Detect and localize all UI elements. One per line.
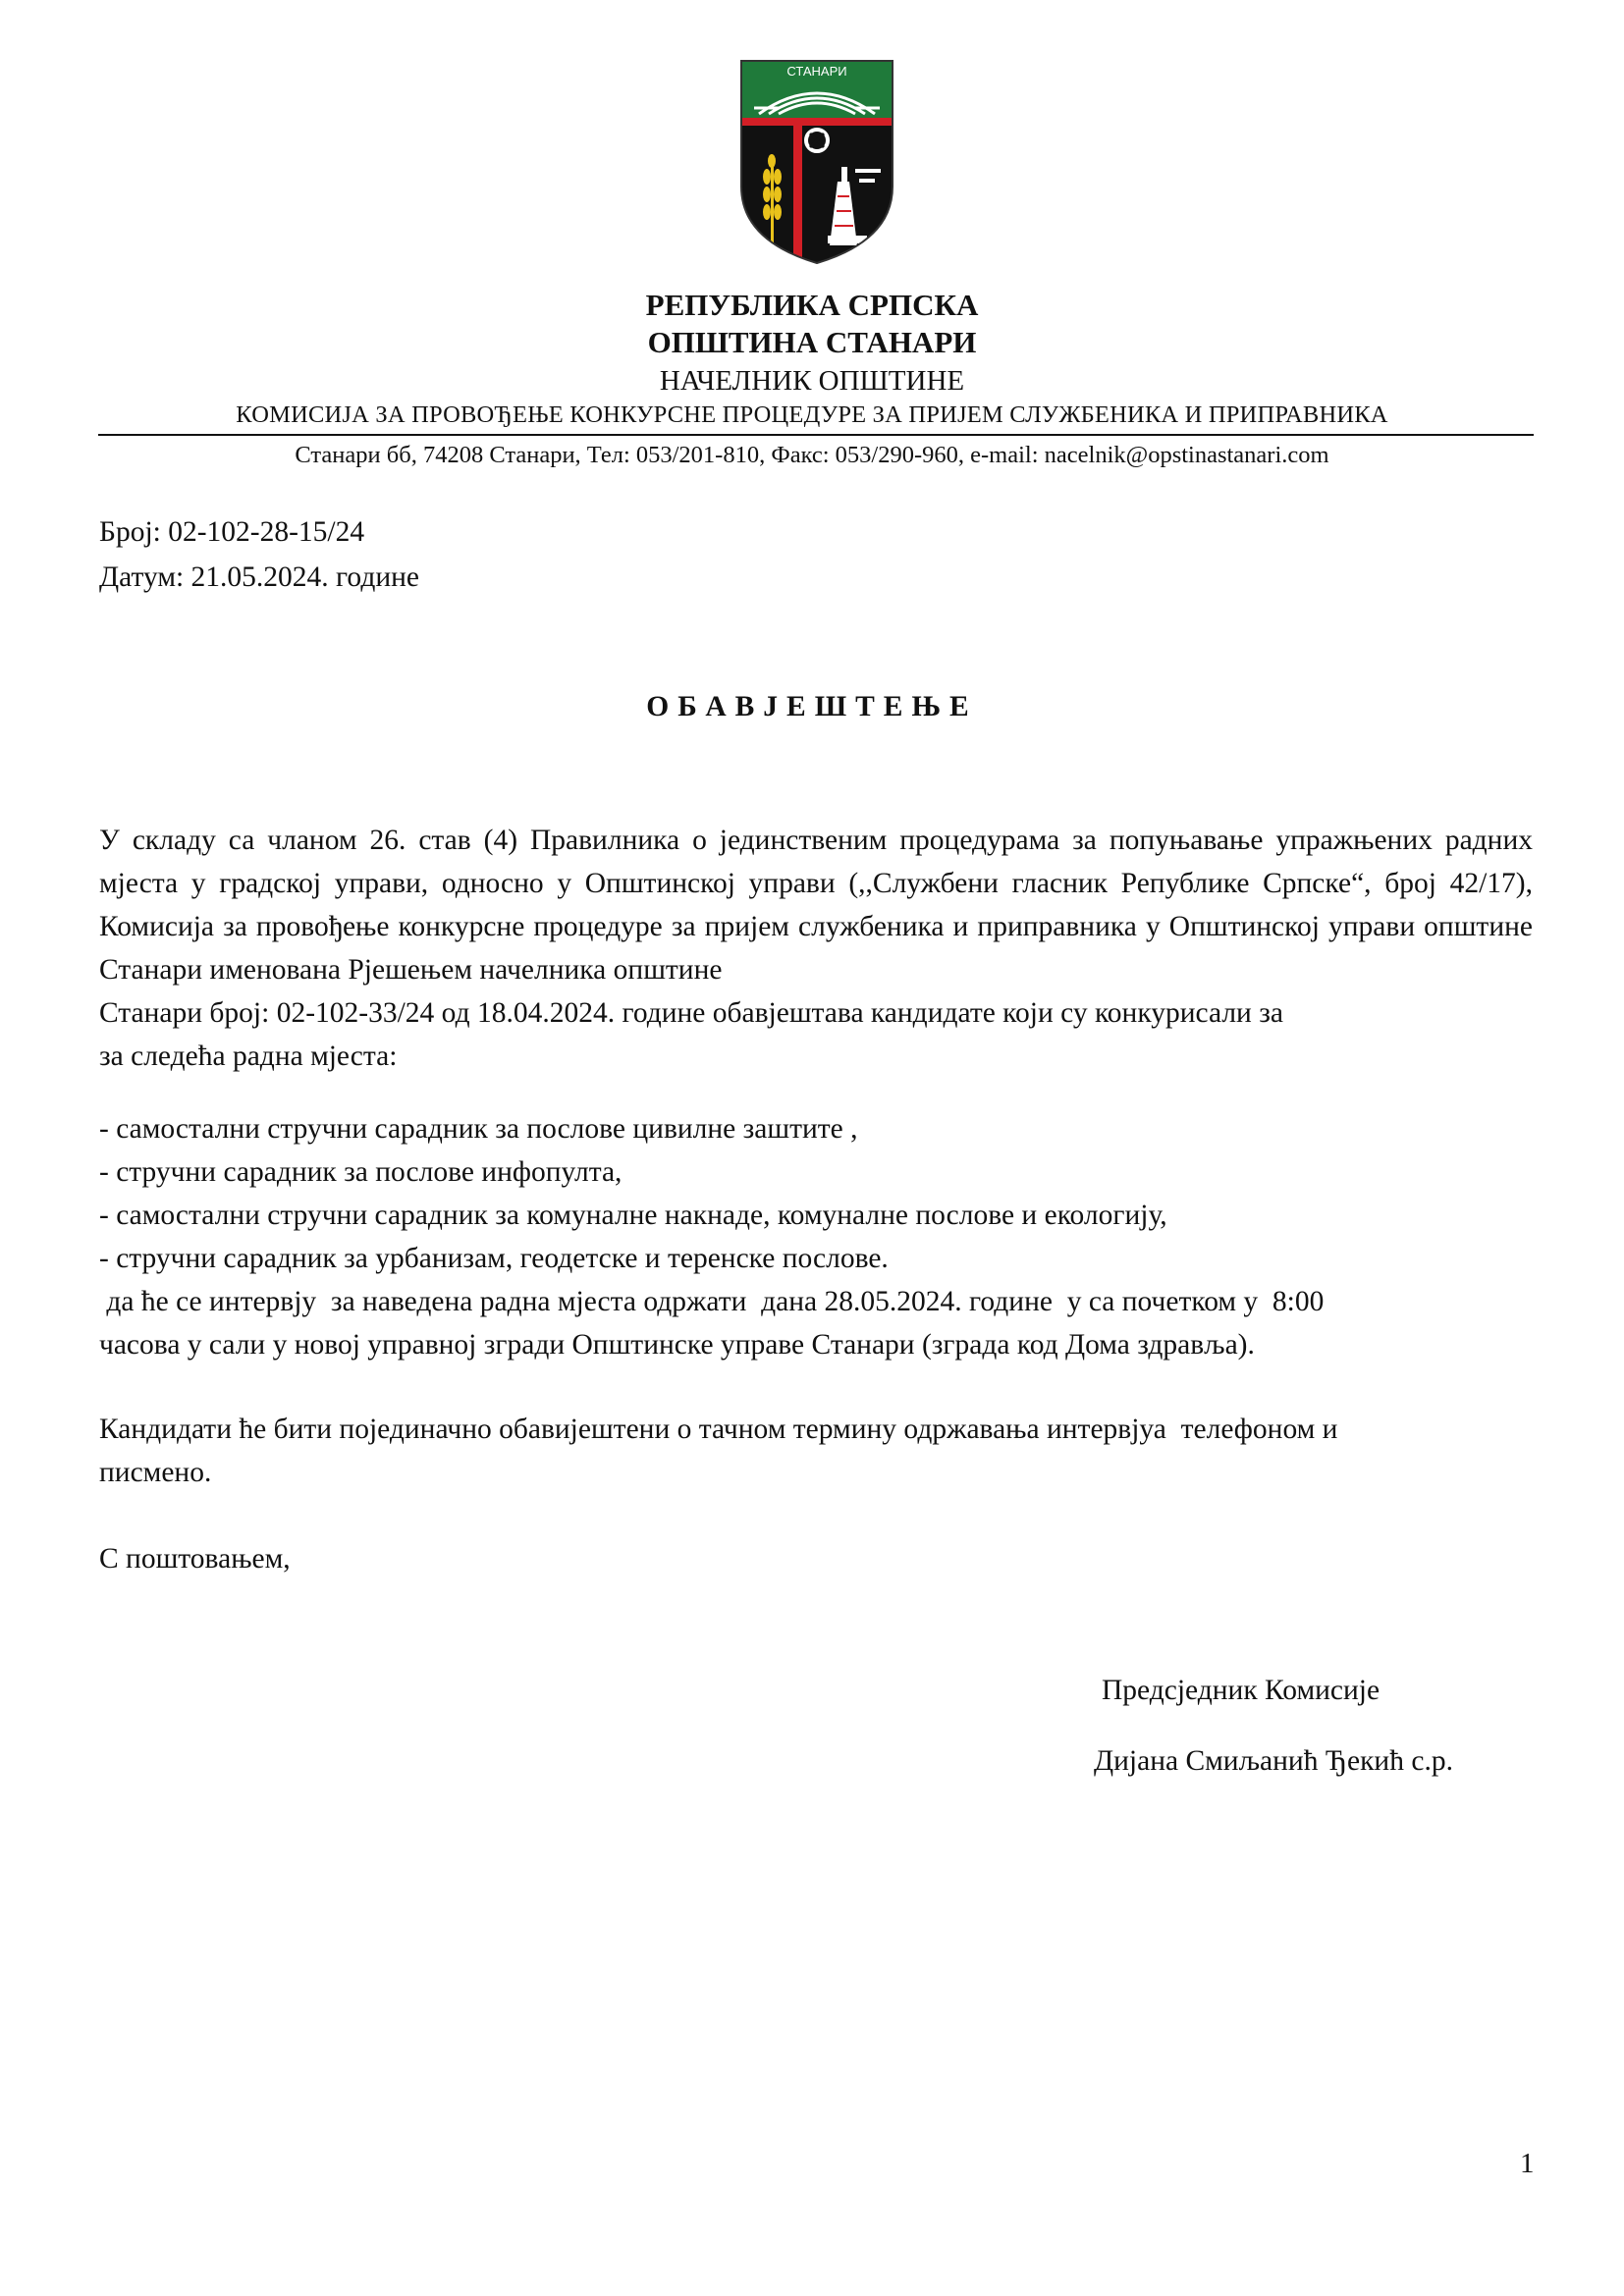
list-item: - стручни сарадник за урбанизам, геодетске и теренске послове. xyxy=(99,1243,889,1274)
document-title: ОБАВЈЕШТЕЊЕ xyxy=(646,691,978,722)
header-divider xyxy=(98,434,1534,436)
signature-role: Предсједник Комисије xyxy=(1102,1675,1380,1706)
header-contact: Станари бб, 74208 Станари, Тел: 053/201-810, Факс: 053/290-960, e-mail: nacelnik@opstinastanari.com xyxy=(295,442,1329,468)
list-item: - самостални стручни сарадник за послове цивилне заштите , xyxy=(99,1113,858,1145)
page-number: 1 xyxy=(1520,2148,1535,2179)
intro-paragraph: У складу са чланом 26. став (4) Правилника о јединственим процедурама за попуњавање упражњених радних мјеста у градској управи, односно у Општинској управи (,,Службени гласник Републике Српске“, број 42/17), Комисија за провођење конкурсне процедуре за пријем службеника и приправника у Општинској управи општине Станари именована Рјешењем начелника општине xyxy=(99,825,1533,986)
intro-line: за следећа радна мјеста: xyxy=(99,1041,398,1072)
document-date: Датум: 21.05.2024. године xyxy=(99,561,419,593)
crest-label: СТАНАРИ xyxy=(786,64,847,79)
header-mayor: НАЧЕЛНИК ОПШТИНЕ xyxy=(659,365,965,397)
list-item: - стручни сарадник за послове инфопулта, xyxy=(99,1156,623,1188)
interview-line: часова у сали у новој управној згради Општинске управе Станари (зграда код Дома здравља). xyxy=(99,1329,1255,1361)
interview-line: да ће се интервју за наведена радна мјеста одржати дана 28.05.2024. године у са почетком у 8:00 xyxy=(99,1286,1325,1317)
municipality-crest-logo xyxy=(739,59,894,265)
header-municipality: ОПШТИНА СТАНАРИ xyxy=(647,325,977,359)
intro-line: Станари број: 02-102-33/24 од 18.04.2024. године обавјештава кандидате који су конкурисали за xyxy=(99,997,1283,1029)
header-republic: РЕПУБЛИКА СРПСКА xyxy=(645,288,979,322)
header-commission: КОМИСИЈА ЗА ПРОВОЂЕЊЕ КОНКУРСНЕ ПРОЦЕДУРЕ ЗА ПРИЈЕМ СЛУЖБЕНИКА И ПРИПРАВНИКА xyxy=(236,401,1388,428)
notice-line: писмено. xyxy=(99,1457,212,1488)
document-number: Број: 02-102-28-15/24 xyxy=(99,516,365,548)
list-item: - самостални стручни сарадник за комуналне накнаде, комуналне послове и екологију, xyxy=(99,1200,1167,1231)
closing-salutation: С поштовањем, xyxy=(99,1543,291,1575)
notice-line: Кандидати ће бити појединачно обавијештени о тачном термину одржавања интервјуа телефоном и xyxy=(99,1414,1338,1445)
signature-name: Дијана Смиљанић Ђекић с.р. xyxy=(1094,1745,1453,1777)
